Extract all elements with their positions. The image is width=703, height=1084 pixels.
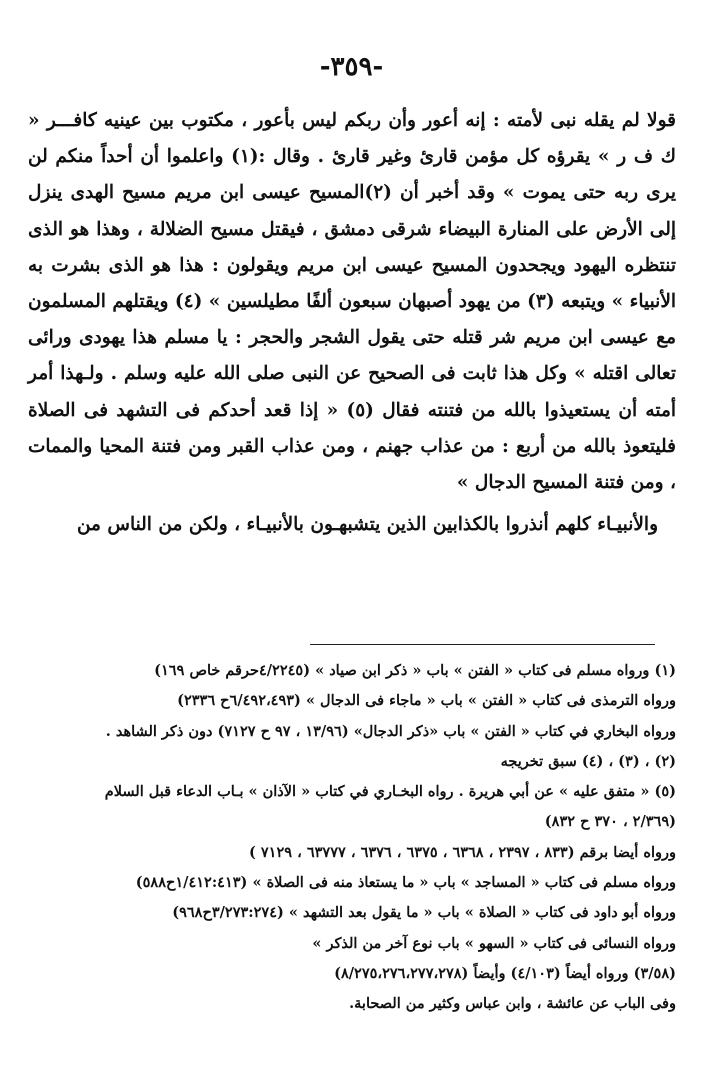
page-number: -٣٥٩- [319,52,384,82]
footnote-line: وفى الباب عن عائشة ، وابن عباس وكثير من الصحابة. [349,995,676,1013]
footnote-line: ورواه البخاري في كتاب « الفتن » باب «ذكر الدجال» (١٣/٩٦ ، ٩٧ ح ٧١٢٧) دون ذكر الشاهد . [105,722,676,740]
footnote-line: ورواه أبو داود فى كتاب « الصلاة » باب « ما يقول بعد التشهد » (٣/٢٧٣:٢٧٤ح٩٦٨) [172,904,676,922]
paragraph-1: قولا لم يقله نبى لأمته : إنه أعور وأن ربكم ليس بأعور ، مكتوب بين عينيه كافـــر « ك ف ر » يقرؤه كل مؤمن قارئ وغير قارئ . وقال :(١) واعلموا أن أحداً منكم لن يرى ربه حتى يموت » وقد أخبر أن (٢)المسيح عيسى ابن مريم مسيح الهدى ينزل إلى الأرض على المنارة البيضاء شرقى دمشق ، فيقتل مسيح الضلالة ، وهذا هو الذى تنتظره اليهود ويجحدون المسيح عيسى ابن مريم ويقولون : هذا هو الذى بشرت به الأنبياء » ويتبعه (٣) من يهود أصبهان سبعون ألفًا مطيلسين » (٤) ويقتلهم المسلمون مع عيسى ابن مريم شر قتله حتى يقول الشجر والحجر : يا مسلم هذا يهودى ورائى تعالى اقتله » وكل هذا ثابت فى الصحيح عن النبى صلى الله عليه وسلم . ولـهذا أمر أمته أن يستعيذوا بالله من فتنته فقال (٥) « إذا قعد أحدكم فى التشهد فى الصلاة فليتعوذ بالله من أربع : من عذاب جهنم ، ومن عذاب القبر ومن فتنة المحيا والممات ، ومن فتنة المسيح الدجال » [28,110,677,494]
paragraph-2: والأنبيـاء كلهم أنذروا بالكذابين الذين يتشبهـون بالأنبيـاء ، ولكن من الناس من [76,514,658,536]
footnote-line: (١) ورواه مسلم فى كتاب « الفتن » باب « ذكر ابن صياد » (٤/٢٢٤٥حرقم خاص ١٦٩) [154,662,676,679]
footnote-line: (٢/٣٦٩ ، ٣٧٠ ح ٨٣٢) [544,813,676,831]
footnotes [24,656,676,1020]
main-text [28,103,676,543]
footnote-line: ورواه النسائى فى كتاب « السهو » باب نوع آخر من الذكر » [312,934,676,952]
footnote-line: ورواه الترمذى فى كتاب « الفتن » باب « ماجاء فى الدجال » (٦/٤٩٢،٤٩٣ح ٢٣٣٦) [177,692,676,710]
footnote-line: ورواه أيضا برقم (٨٣٣ ، ٢٣٩٧ ، ٦٣٦٨ ، ٦٣٧٥ ، ٦٣٧٦ ، ٦٣٧٧٧ ، ٧١٢٩ ) [248,843,676,861]
footnote-line: ورواه مسلم فى كتاب « المساجد » باب « ما يستعاذ منه فى الصلاة » (١/٤١٢:٤١٣ح٥٨٨) [135,874,676,892]
footnote-line: (٢) ، (٣) ، (٤) سبق تخريجه [500,752,676,770]
footnote-divider [310,644,655,645]
footnote-line: (٣/٥٨) ورواه أيضاً (٤/١٠٣) وأيضاً (٨/٢٧٥،٢٧٦،٢٧٧،٢٧٨) [334,964,676,982]
footnote-line: (٥) « متفق عليه » عن أبي هريرة . رواه البخـاري في كتاب « الآذان » بـاب الدعاء قبل السلام [104,783,676,801]
